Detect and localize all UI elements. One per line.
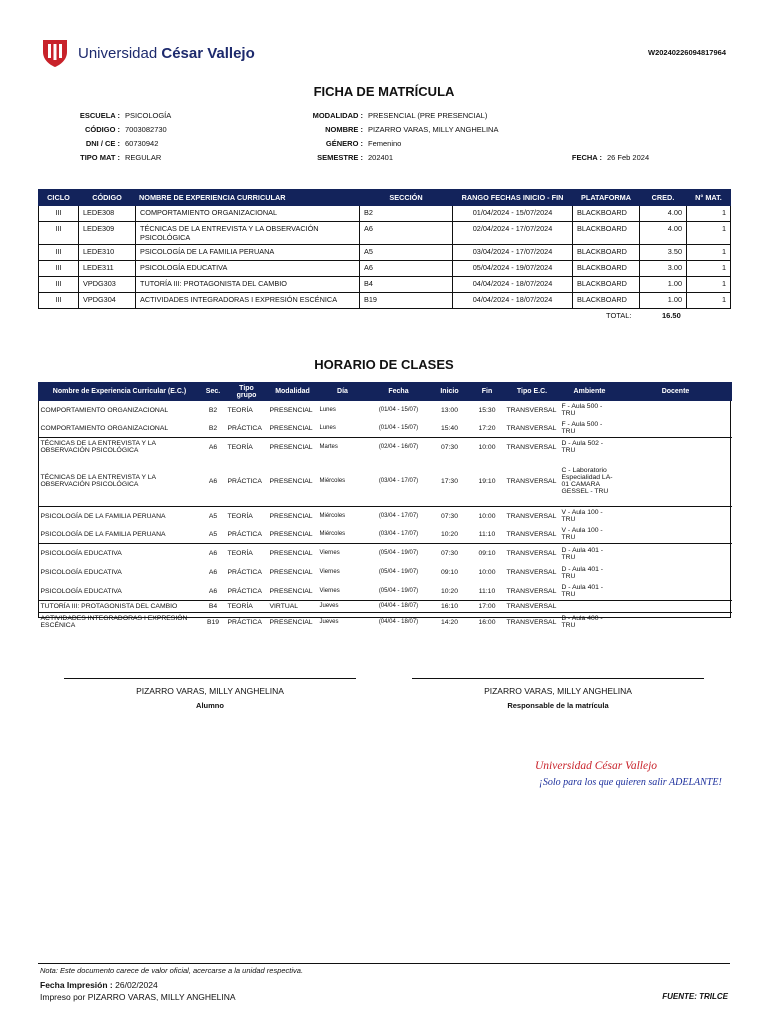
- schedule-cell: PRÁCTICA: [227, 424, 262, 432]
- schedule-cell: 10:00: [470, 507, 505, 526]
- schedule-cell: PRÁCTICA: [227, 477, 262, 485]
- curricular-cell: VPDG303: [79, 277, 136, 293]
- slogan-university: Universidad César Vallejo: [535, 760, 658, 772]
- schedule-cell: COMPORTAMIENTO ORGANIZACIONAL: [40, 406, 169, 414]
- schedule-cell: (03/04 - 17/07): [378, 477, 419, 484]
- curricular-row: [39, 277, 731, 293]
- schedule-cell: [620, 419, 732, 438]
- codigo-value: 7003082730: [125, 125, 167, 134]
- schedule-cell: A6: [201, 438, 226, 457]
- schedule-cell: [620, 438, 732, 457]
- schedule-cell: TRANSVERSAL: [505, 613, 560, 632]
- schedule-cell: A5: [201, 507, 226, 526]
- curricular-cell: PSICOLOGÍA EDUCATIVA: [136, 261, 360, 277]
- curricular-cell: 04/04/2024 - 18/07/2024: [453, 277, 573, 293]
- modalidad-label: MODALIDAD :: [312, 111, 363, 120]
- schedule-cell: (05/04 - 19/07): [368, 544, 430, 564]
- schedule-cell: PRESENCIAL: [269, 477, 313, 485]
- schedule-header-cell: Fecha: [368, 383, 430, 401]
- curricular-header-cell: PLATAFORMA: [573, 190, 640, 206]
- alumno-role: Alumno: [196, 701, 224, 710]
- print-date-label: Fecha Impresión :: [40, 980, 113, 990]
- schedule-header-cell: Tipo grupo: [226, 383, 268, 401]
- schedule-header-cell: Tipo E.C.: [505, 383, 560, 401]
- schedule-header-cell: Inicio: [430, 383, 470, 401]
- schedule-cell: 19:10: [478, 477, 496, 485]
- curricular-cell: A5: [360, 245, 453, 261]
- schedule-cell: PSICOLOGÍA EDUCATIVA: [40, 587, 122, 595]
- schedule-cell: 07:30: [430, 507, 470, 526]
- schedule-cell: PSICOLOGÍA DE LA FAMILIA PERUANA: [40, 530, 166, 538]
- alumno-name: PIZARRO VARAS, MILLY ANGHELINA: [136, 686, 284, 696]
- curricular-cell: 3.50: [640, 245, 687, 261]
- schedule-cell: D - Aula 401 - TRU: [561, 565, 604, 580]
- curricular-row: [39, 245, 731, 261]
- footer-divider: [38, 963, 730, 964]
- schedule-cell: TRANSVERSAL: [506, 530, 557, 538]
- tipo-mat-value: REGULAR: [125, 153, 162, 162]
- schedule-cell: [620, 456, 732, 507]
- schedule-cell: PRESENCIAL: [268, 438, 318, 457]
- schedule-header-cell: Sec.: [201, 383, 226, 401]
- schedule-cell: TRANSVERSAL: [506, 569, 557, 576]
- schedule-cell: 10:00: [478, 569, 496, 576]
- curricular-table: [38, 189, 731, 309]
- curricular-cell: 4.00: [640, 206, 687, 222]
- curricular-header-cell: SECCIÓN: [360, 190, 453, 206]
- dni-label: DNI / CE :: [85, 139, 120, 148]
- nombre-label: NOMBRE :: [325, 125, 363, 134]
- curricular-cell: III: [39, 222, 79, 245]
- schedule-cell: PRESENCIAL: [269, 406, 313, 414]
- schedule-cell: 10:20: [440, 587, 458, 595]
- schedule-cell: [620, 613, 732, 632]
- curricular-cell: LEDE311: [79, 261, 136, 277]
- schedule-cell: TRANSVERSAL: [505, 438, 560, 457]
- schedule-header-cell: Docente: [620, 383, 732, 401]
- curricular-cell: III: [39, 277, 79, 293]
- schedule-row: [39, 438, 732, 457]
- schedule-cell: PRÁCTICA: [227, 569, 262, 576]
- semestre-value: 202401: [368, 153, 394, 162]
- schedule-cell: F - Aula 500 - TRU: [561, 421, 603, 435]
- schedule-cell: Lunes: [319, 424, 336, 431]
- responsable-name: PIZARRO VARAS, MILLY ANGHELINA: [484, 686, 632, 696]
- schedule-cell: 16:10: [430, 601, 470, 613]
- schedule-cell: [620, 525, 732, 544]
- schedule-cell: TÉCNICAS DE LA ENTREVISTA Y LA OBSERVACIÓN PSICOLÓGICA: [40, 474, 156, 488]
- schedule-cell: Jueves: [318, 613, 368, 632]
- schedule-cell: PRESENCIAL: [269, 587, 313, 595]
- schedule-header-cell: Fin: [470, 383, 505, 401]
- curricular-header-cell: CICLO: [39, 190, 79, 206]
- schedule-cell: (03/04 - 17/07): [378, 530, 419, 537]
- curricular-cell: III: [39, 293, 79, 309]
- schedule-cell: V - Aula 100 - TRU: [560, 507, 620, 526]
- schedule-cell: [620, 507, 732, 526]
- schedule-cell: [620, 544, 732, 564]
- curricular-cell: 1: [687, 293, 731, 309]
- curricular-cell: 03/04/2024 - 17/07/2024: [453, 245, 573, 261]
- curricular-cell: BLACKBOARD: [573, 206, 640, 222]
- footer-note: Nota: Este documento carece de valor oficial, acercarse a la unidad respectiva.: [40, 966, 304, 975]
- schedule-cell: Viernes: [319, 587, 340, 594]
- curricular-cell: 1: [687, 261, 731, 277]
- schedule-cell: PRESENCIAL: [269, 424, 313, 432]
- curricular-cell: 05/04/2024 - 19/07/2024: [453, 261, 573, 277]
- total-label: TOTAL:: [606, 311, 632, 320]
- curricular-header-cell: N° MAT.: [687, 190, 731, 206]
- student-info-right: [560, 153, 649, 167]
- schedule-cell: PRESENCIAL: [268, 544, 318, 564]
- schedule-cell: PRESENCIAL: [269, 569, 313, 576]
- slogan-tagline: ¡Solo para los que quieren salir ADELANTE!: [539, 777, 722, 788]
- curricular-cell: III: [39, 245, 79, 261]
- curricular-cell: BLACKBOARD: [573, 245, 640, 261]
- curricular-row: [39, 206, 731, 222]
- responsable-role: Responsable de la matrícula: [507, 701, 609, 710]
- schedule-cell: PRESENCIAL: [268, 507, 318, 526]
- schedule-cell: 11:10: [478, 530, 496, 538]
- schedule-cell: A6: [208, 569, 218, 576]
- schedule-cell: PRÁCTICA: [226, 613, 268, 632]
- page-title: FICHA DE MATRÍCULA: [313, 84, 455, 99]
- curricular-cell: 1.00: [640, 293, 687, 309]
- schedule-cell: (03/04 - 17/07): [368, 507, 430, 526]
- schedule-cell: PSICOLOGÍA DE LA FAMILIA PERUANA: [39, 507, 201, 526]
- semestre-label: SEMESTRE :: [317, 153, 363, 162]
- schedule-cell: 16:00: [470, 613, 505, 632]
- schedule-cell: D - Aula 401 - TRU: [560, 544, 620, 564]
- print-date-value: 26/02/2024: [115, 980, 158, 990]
- schedule-cell: PSICOLOGÍA EDUCATIVA: [40, 569, 122, 576]
- curricular-cell: LEDE308: [79, 206, 136, 222]
- curricular-cell: VPDG304: [79, 293, 136, 309]
- schedule-cell: Viernes: [319, 569, 340, 575]
- schedule-cell: Miércoles: [318, 507, 368, 526]
- schedule-cell: [620, 582, 732, 601]
- university-shield-icon: [40, 38, 70, 68]
- curricular-cell: 1: [687, 245, 731, 261]
- schedule-cell: PRESENCIAL: [269, 530, 313, 538]
- schedule-cell: D - Aula 502 - TRU: [560, 438, 620, 457]
- schedule-cell: TÉCNICAS DE LA ENTREVISTA Y LA OBSERVACIÓN PSICOLÓGICA: [39, 438, 201, 457]
- schedule-cell: Miércoles: [319, 477, 346, 484]
- schedule-cell: TUTORÍA III: PROTAGONISTA DEL CAMBIO: [39, 601, 201, 613]
- schedule-cell: COMPORTAMIENTO ORGANIZACIONAL: [40, 424, 169, 432]
- schedule-cell: A6: [201, 544, 226, 564]
- curricular-cell: LEDE310: [79, 245, 136, 261]
- alumno-signature-line: [64, 678, 356, 679]
- curricular-cell: 1.00: [640, 277, 687, 293]
- schedule-cell: TRANSVERSAL: [505, 544, 560, 564]
- logo-text: Universidad César Vallejo: [78, 44, 255, 62]
- schedule-cell: TRANSVERSAL: [505, 507, 560, 526]
- schedule-cell: 15:30: [478, 406, 496, 414]
- schedule-cell: D - Aula 401 - TRU: [561, 584, 604, 598]
- schedule-cell: B4: [201, 601, 226, 613]
- schedule-cell: TEORÍA: [226, 438, 268, 457]
- curricular-header-cell: RANGO FECHAS INICIO - FIN: [453, 190, 573, 206]
- schedule-cell: TEORÍA: [226, 544, 268, 564]
- document-id: W20240226094817964: [648, 48, 726, 57]
- schedule-cell: 07:30: [430, 544, 470, 564]
- schedule-cell: (01/04 - 15/07): [378, 424, 419, 431]
- schedule-cell: (02/04 - 16/07): [368, 438, 430, 457]
- curricular-cell: 1: [687, 222, 731, 245]
- schedule-row: [39, 582, 732, 601]
- schedule-cell: PSICOLOGÍA EDUCATIVA: [39, 544, 201, 564]
- schedule-cell: [620, 401, 732, 420]
- schedule-cell: 13:00: [440, 406, 458, 414]
- schedule-cell: 17:00: [470, 601, 505, 613]
- responsable-signature-line: [412, 678, 704, 679]
- schedule-cell: TEORÍA: [226, 601, 268, 613]
- schedule-cell: TRANSVERSAL: [506, 587, 557, 595]
- student-info-middle: [280, 111, 498, 167]
- schedule-cell: [620, 563, 732, 582]
- nombre-value: PIZARRO VARAS, MILLY ANGHELINA: [368, 125, 499, 134]
- schedule-cell: (04/04 - 18/07): [368, 613, 430, 632]
- curricular-cell: III: [39, 206, 79, 222]
- schedule-cell: Jueves: [318, 601, 368, 613]
- schedule-cell: TRANSVERSAL: [506, 406, 557, 414]
- schedule-header-cell: Nombre de Experiencia Curricular (E.C.): [39, 383, 201, 401]
- schedule-row: [39, 456, 732, 507]
- curricular-cell: BLACKBOARD: [573, 222, 640, 245]
- modalidad-value: PRESENCIAL (PRE PRESENCIAL): [368, 111, 488, 120]
- schedule-cell: PRÁCTICA: [227, 587, 262, 595]
- schedule-cell: (04/04 - 18/07): [368, 601, 430, 613]
- schedule-cell: A6: [208, 477, 218, 485]
- curricular-cell: III: [39, 261, 79, 277]
- schedule-cell: 09:10: [470, 544, 505, 564]
- escuela-label: ESCUELA :: [79, 111, 120, 120]
- schedule-cell: 10:00: [470, 438, 505, 457]
- schedule-cell: Miércoles: [319, 530, 346, 537]
- schedule-cell: 11:10: [478, 587, 496, 595]
- schedule-cell: F - Aula 500 - TRU: [561, 403, 603, 417]
- schedule-row: [39, 613, 732, 632]
- schedule-cell: PRÁCTICA: [227, 530, 262, 538]
- schedule-cell: (05/04 - 19/07): [378, 569, 419, 575]
- schedule-row: [39, 507, 732, 526]
- schedule-cell: TEORÍA: [227, 406, 253, 414]
- schedule-cell: TRANSVERSAL: [506, 424, 557, 432]
- curricular-row: [39, 222, 731, 245]
- schedule-row: [39, 601, 732, 613]
- schedule-header-cell: Modalidad: [268, 383, 318, 401]
- curricular-cell: 02/04/2024 - 17/07/2024: [453, 222, 573, 245]
- schedule-cell: B2: [208, 406, 218, 414]
- curricular-cell: A6: [360, 222, 453, 245]
- genero-label: GÉNERO :: [325, 139, 363, 148]
- schedule-row: [39, 419, 732, 438]
- schedule-header-cell: Día: [318, 383, 368, 401]
- schedule-header-cell: Ambiente: [560, 383, 620, 401]
- schedule-cell: A6: [208, 587, 218, 595]
- schedule-cell: Lunes: [319, 406, 336, 413]
- schedule-cell: 17:30: [440, 477, 458, 485]
- schedule-cell: 17:20: [478, 424, 496, 432]
- curricular-cell: COMPORTAMIENTO ORGANIZACIONAL: [136, 206, 360, 222]
- tipo-mat-label: TIPO MAT :: [80, 153, 120, 162]
- schedule-row: [39, 544, 732, 564]
- escuela-value: PSICOLOGÍA: [125, 111, 172, 120]
- schedule-cell: ACTIVIDADES INTEGRADORAS I EXPRESIÓN ESCÉNICA: [39, 613, 201, 632]
- curricular-cell: TÉCNICAS DE LA ENTREVISTA Y LA OBSERVACIÓN PSICOLÓGICA: [136, 222, 360, 245]
- source-label: FUENTE: TRILCE: [662, 992, 728, 1001]
- schedule-cell: 09:10: [440, 569, 458, 576]
- schedule-cell: VIRTUAL: [268, 601, 318, 613]
- schedule-cell: 15:40: [440, 424, 458, 432]
- schedule-title: HORARIO DE CLASES: [314, 357, 454, 372]
- printed-by: Impreso por PIZARRO VARAS, MILLY ANGHELINA: [40, 992, 236, 1002]
- print-date: [40, 980, 158, 990]
- total-credits: 16.50: [662, 311, 681, 320]
- schedule-cell: TEORÍA: [226, 507, 268, 526]
- fecha-value: 26 Feb 2024: [607, 153, 650, 162]
- curricular-cell: A6: [360, 261, 453, 277]
- schedule-cell: 07:30: [430, 438, 470, 457]
- genero-value: Femenino: [368, 139, 402, 148]
- curricular-cell: 1: [687, 277, 731, 293]
- schedule-cell: (01/04 - 15/07): [378, 406, 419, 413]
- curricular-header-cell: CRED.: [640, 190, 687, 206]
- schedule-cell: PRESENCIAL: [268, 613, 318, 632]
- schedule-cell: [560, 601, 620, 613]
- curricular-row: [39, 261, 731, 277]
- curricular-cell: 1: [687, 206, 731, 222]
- schedule-cell: TRANSVERSAL: [505, 601, 560, 613]
- schedule-row: [39, 525, 732, 544]
- schedule-cell: (05/04 - 19/07): [378, 587, 419, 594]
- schedule-table: [38, 382, 732, 631]
- curricular-cell: 4.00: [640, 222, 687, 245]
- curricular-header-cell: NOMBRE DE EXPERIENCIA CURRICULAR: [136, 190, 360, 206]
- curricular-cell: LEDE309: [79, 222, 136, 245]
- curricular-cell: 04/04/2024 - 18/07/2024: [453, 293, 573, 309]
- schedule-cell: C - Laboratorio Especialidad LA-01 CAMARA GESSEL - TRU: [561, 467, 613, 495]
- curricular-cell: BLACKBOARD: [573, 261, 640, 277]
- schedule-cell: 14:20: [430, 613, 470, 632]
- schedule-cell: Martes: [318, 438, 368, 457]
- schedule-cell: [620, 601, 732, 613]
- codigo-label: CÓDIGO :: [85, 125, 120, 134]
- curricular-header-cell: CÓDIGO: [79, 190, 136, 206]
- curricular-cell: 3.00: [640, 261, 687, 277]
- student-info-left: [40, 111, 171, 167]
- curricular-cell: B4: [360, 277, 453, 293]
- schedule-cell: Viernes: [318, 544, 368, 564]
- curricular-row: [39, 293, 731, 309]
- schedule-cell: B - Aula 400 - TRU: [560, 613, 620, 632]
- curricular-cell: TUTORÍA III: PROTAGONISTA DEL CAMBIO: [136, 277, 360, 293]
- university-logo: [40, 38, 255, 68]
- curricular-cell: B2: [360, 206, 453, 222]
- curricular-cell: BLACKBOARD: [573, 293, 640, 309]
- fecha-label: FECHA :: [571, 153, 602, 162]
- dni-value: 60730942: [125, 139, 159, 148]
- schedule-cell: B19: [201, 613, 226, 632]
- curricular-cell: PSICOLOGÍA DE LA FAMILIA PERUANA: [136, 245, 360, 261]
- schedule-cell: TRANSVERSAL: [506, 477, 557, 485]
- schedule-cell: B2: [208, 424, 218, 432]
- curricular-cell: ACTIVIDADES INTEGRADORAS I EXPRESIÓN ESCÉNICA: [136, 293, 360, 309]
- schedule-cell: V - Aula 100 - TRU: [561, 527, 603, 541]
- schedule-cell: 10:20: [440, 530, 458, 538]
- schedule-row: [39, 401, 732, 420]
- curricular-cell: BLACKBOARD: [573, 277, 640, 293]
- schedule-row: [39, 563, 732, 582]
- schedule-cell: A5: [208, 530, 218, 538]
- curricular-cell: 01/04/2024 - 15/07/2024: [453, 206, 573, 222]
- curricular-cell: B19: [360, 293, 453, 309]
